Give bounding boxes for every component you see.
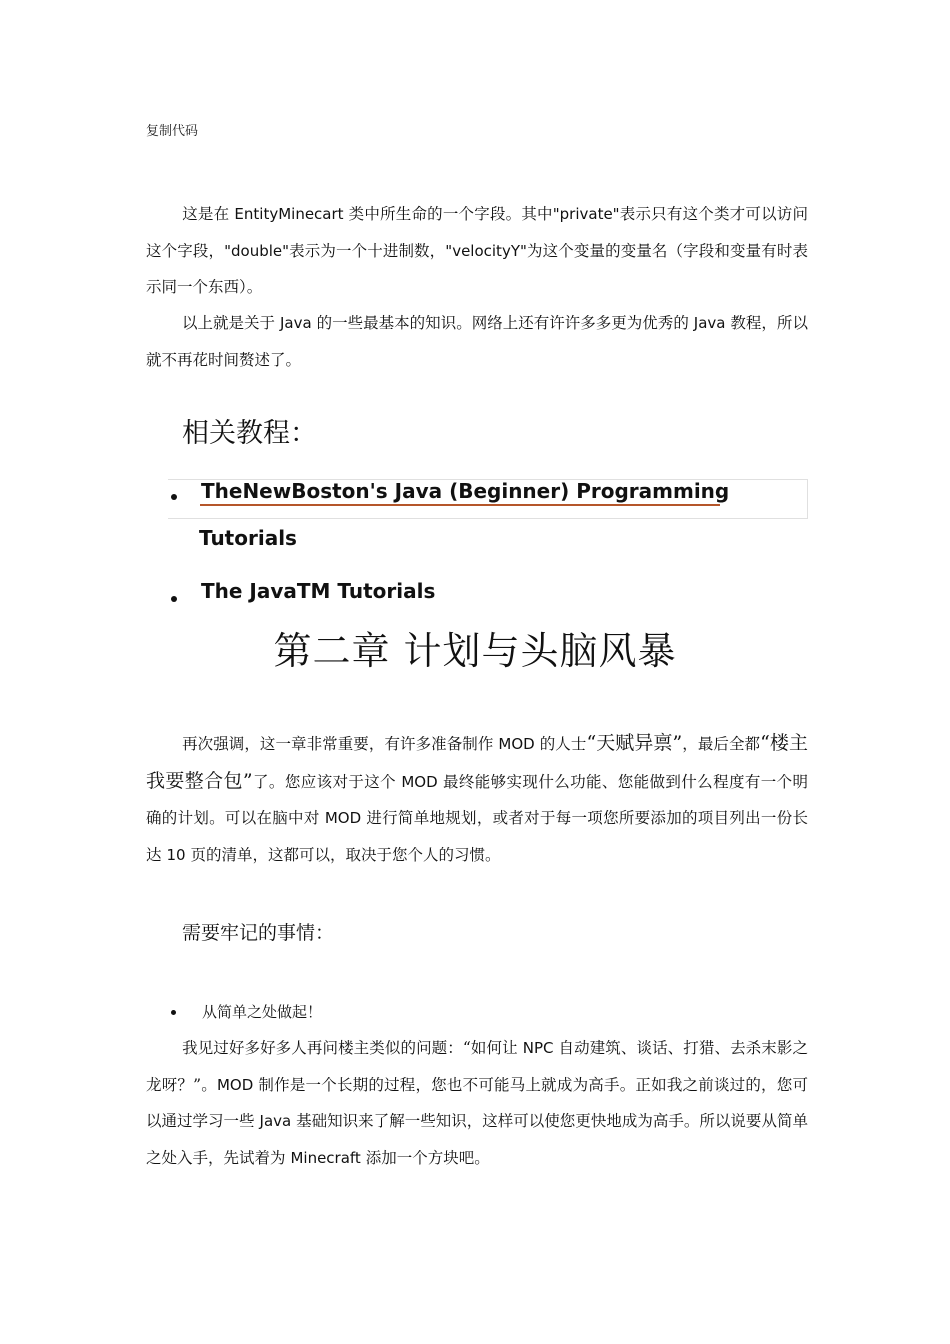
paragraph-start-simple (146, 1030, 808, 1176)
code-term: Java (693, 314, 726, 332)
text-run: 以上就是关于 (182, 314, 276, 332)
code-term: "private" (552, 205, 620, 223)
code-term: NPC (522, 1039, 554, 1057)
code-term: "double" (224, 241, 290, 260)
code-term: "velocityY" (445, 241, 527, 260)
text-run: 添加一个方块吧。 (365, 1148, 490, 1167)
related-tutorials-heading: 相关教程： (182, 418, 317, 449)
text-run: 页的清单，这都可以，取决于您个人的习惯。 (190, 845, 501, 864)
text-run: 表示为一个十进制数， (289, 241, 446, 260)
paragraph-java-basics (146, 305, 808, 378)
text-run: 制作是一个长期的过程，您也不可能马上就成为高手。正如我之前谈过的，您可以通过学习一些 (146, 1075, 808, 1130)
bullet-icon (171, 596, 177, 602)
code-term: MOD (324, 809, 362, 827)
quote-run: “楼主我要整合包” (146, 732, 808, 792)
text-run: 进行简单地规划，或者对于每一项您所要添加的项目列出一份长达 (146, 809, 808, 864)
link-thenewboston-java-line2[interactable]: Tutorials (199, 526, 297, 550)
link-java-tutorials[interactable]: The JavaTM Tutorials (201, 579, 436, 603)
bullet-start-simple: 从简单之处做起！ (202, 1003, 323, 1021)
code-term: Java (259, 1112, 292, 1130)
bullet-icon (171, 494, 177, 500)
text-run: 再次强调，这一章非常重要，有许多准备制作 (182, 735, 494, 753)
copy-code-label[interactable]: 复制代码 (146, 124, 199, 139)
paragraph-field-explanation (146, 196, 808, 306)
remember-heading: 需要牢记的事情： (182, 922, 335, 944)
text-run: 的人士 (539, 735, 587, 753)
text-run: 最终能够实现什么功能、您能做到什么程度有一个明确的计划。可以在脑中对 (146, 772, 808, 827)
quote-run: “天赋异禀” (586, 732, 683, 754)
text-run: 基础知识来了解一些知识，这样可以使您更快地成为高手。所以说要从简单之处入手，先试着为 (146, 1112, 808, 1167)
text-run: ，最后全都 (682, 735, 761, 753)
code-term: Minecraft (290, 1148, 361, 1167)
link-underline (200, 504, 720, 506)
text-run: 这是在 (182, 205, 230, 223)
paragraph-planning (146, 725, 808, 873)
bullet-icon (171, 1010, 176, 1015)
code-term: 10 (166, 845, 186, 864)
code-term: MOD (498, 735, 535, 753)
code-term: MOD (216, 1075, 254, 1094)
link-thenewboston-java[interactable]: TheNewBoston's Java (Beginner) Programming (201, 479, 730, 503)
text-run: 我见过好多好多人再问楼主类似的问题：“如何让 (182, 1039, 518, 1057)
text-run: 表示只有这个类才可以访问这个字段， (146, 205, 808, 260)
text-run: 了。您应该对于这个 (252, 772, 397, 791)
text-run: 自动建筑、谈话、打猎、去杀末影之龙呀？”。 (146, 1039, 808, 1094)
code-term: Java (280, 314, 312, 332)
code-term: EntityMinecart (234, 205, 344, 223)
code-term: MOD (401, 772, 438, 791)
chapter-title: 第二章 计划与头脑风暴 (273, 629, 677, 673)
text-run: 的一些最基本的知识。网络上还有许许多多更为优秀的 (316, 314, 689, 332)
text-run: 教程，所以就不再花时间赘述了。 (146, 314, 808, 369)
text-run: 类中所生命的一个字段。其中 (348, 205, 553, 223)
text-run: 为这个变量的变量名（字段和变量有时表示同一个东西）。 (146, 241, 808, 296)
